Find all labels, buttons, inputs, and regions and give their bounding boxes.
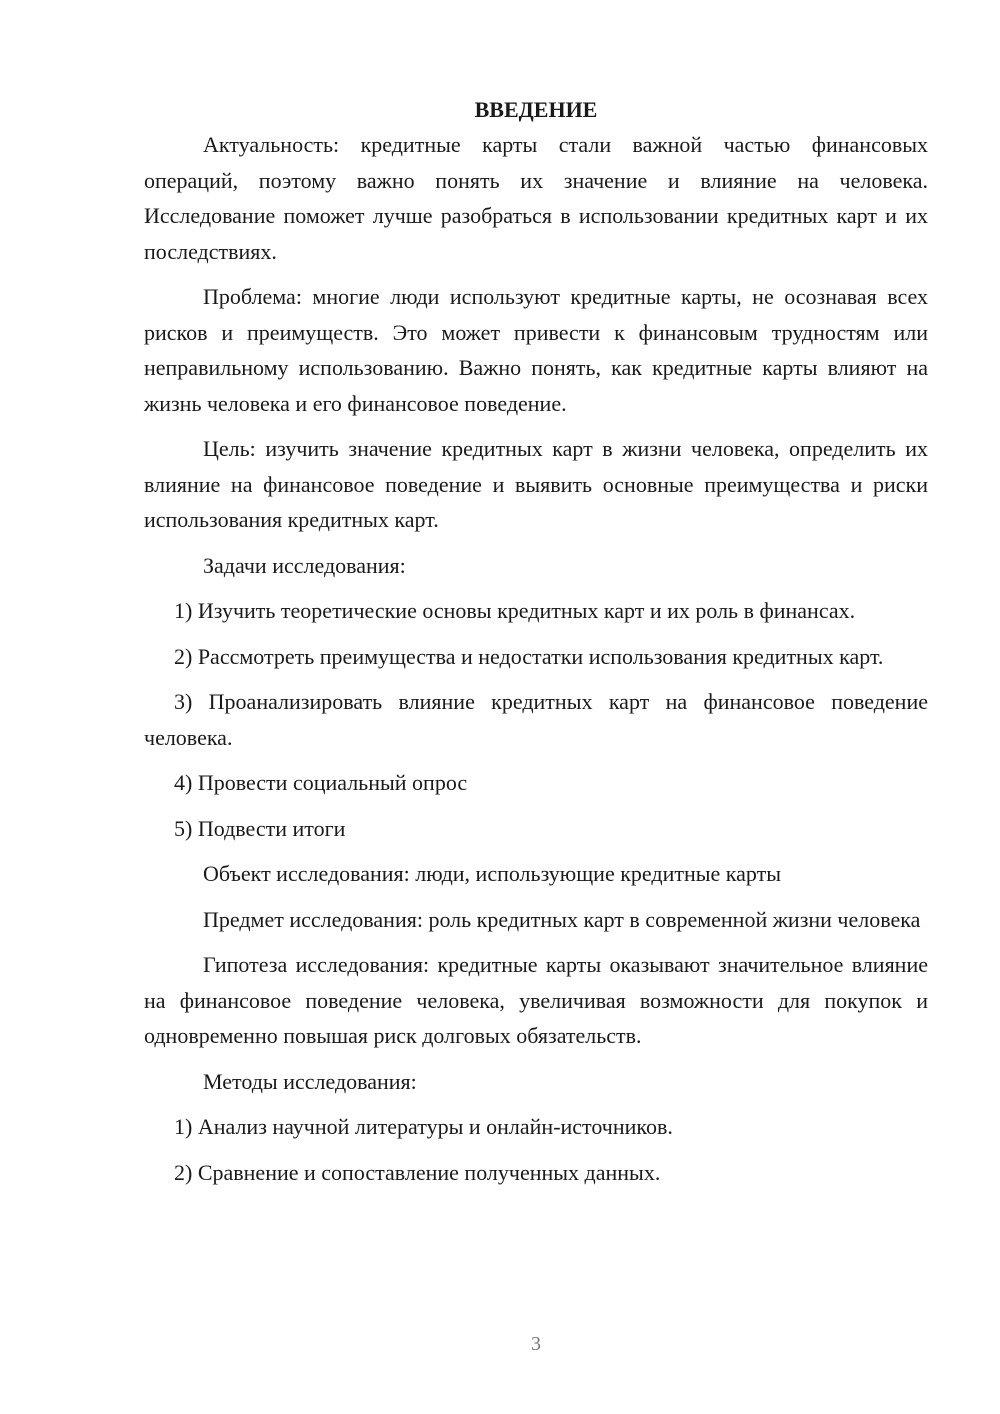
paragraph-problem: Проблема: многие люди используют кредитные карты, не осознавая всех рисков и преимуществ. Это может привести к финансовым трудностям или неправильному использованию. Важно понять, как кредитные карты влияют на жизнь человека и его финансовое поведение.	[144, 284, 928, 416]
task-item-5: 5) Подвести итоги	[174, 815, 346, 841]
page-content	[144, 92, 928, 1200]
paragraph-object: Объект исследования: люди, использующие кредитные карты	[203, 861, 782, 886]
page-title: ВВЕДЕНИЕ	[474, 97, 598, 122]
task-item-3: 3) Проанализировать влияние кредитных карт на финансовое поведение человека.	[144, 689, 928, 750]
paragraph-relevance: Актуальность: кредитные карты стали важной частью финансовых операций, поэтому важно понять их значение и влияние на человека. Исследование поможет лучше разобраться в использовании кредитных карт и их последствиях.	[144, 132, 928, 264]
task-item-4: 4) Провести социальный опрос	[174, 770, 468, 795]
page-number: 3	[531, 1333, 541, 1355]
method-item-2: 2) Сравнение и сопоставление полученных данных.	[174, 1159, 661, 1185]
paragraph-goal: Цель: изучить значение кредитных карт в жизни человека, определить их влияние на финансовое поведение и выявить основные преимущества и риски использования кредитных карт.	[144, 436, 928, 532]
tasks-label: Задачи исследования:	[203, 552, 406, 578]
methods-label: Методы исследования:	[203, 1068, 417, 1094]
task-item-2: 2) Рассмотреть преимущества и недостатки использования кредитных карт.	[174, 643, 884, 669]
paragraph-hypothesis: Гипотеза исследования: кредитные карты оказывают значительное влияние на финансовое поведение человека, увеличивая возможности для покупок и одновременно повышая риск долговых обязательств.	[144, 952, 928, 1048]
task-item-1: 1) Изучить теоретические основы кредитных карт и их роль в финансах.	[174, 598, 856, 623]
paragraph-subject: Предмет исследования: роль кредитных карт в современной жизни человека	[203, 906, 921, 932]
method-item-1: 1) Анализ научной литературы и онлайн-источников.	[174, 1114, 673, 1139]
